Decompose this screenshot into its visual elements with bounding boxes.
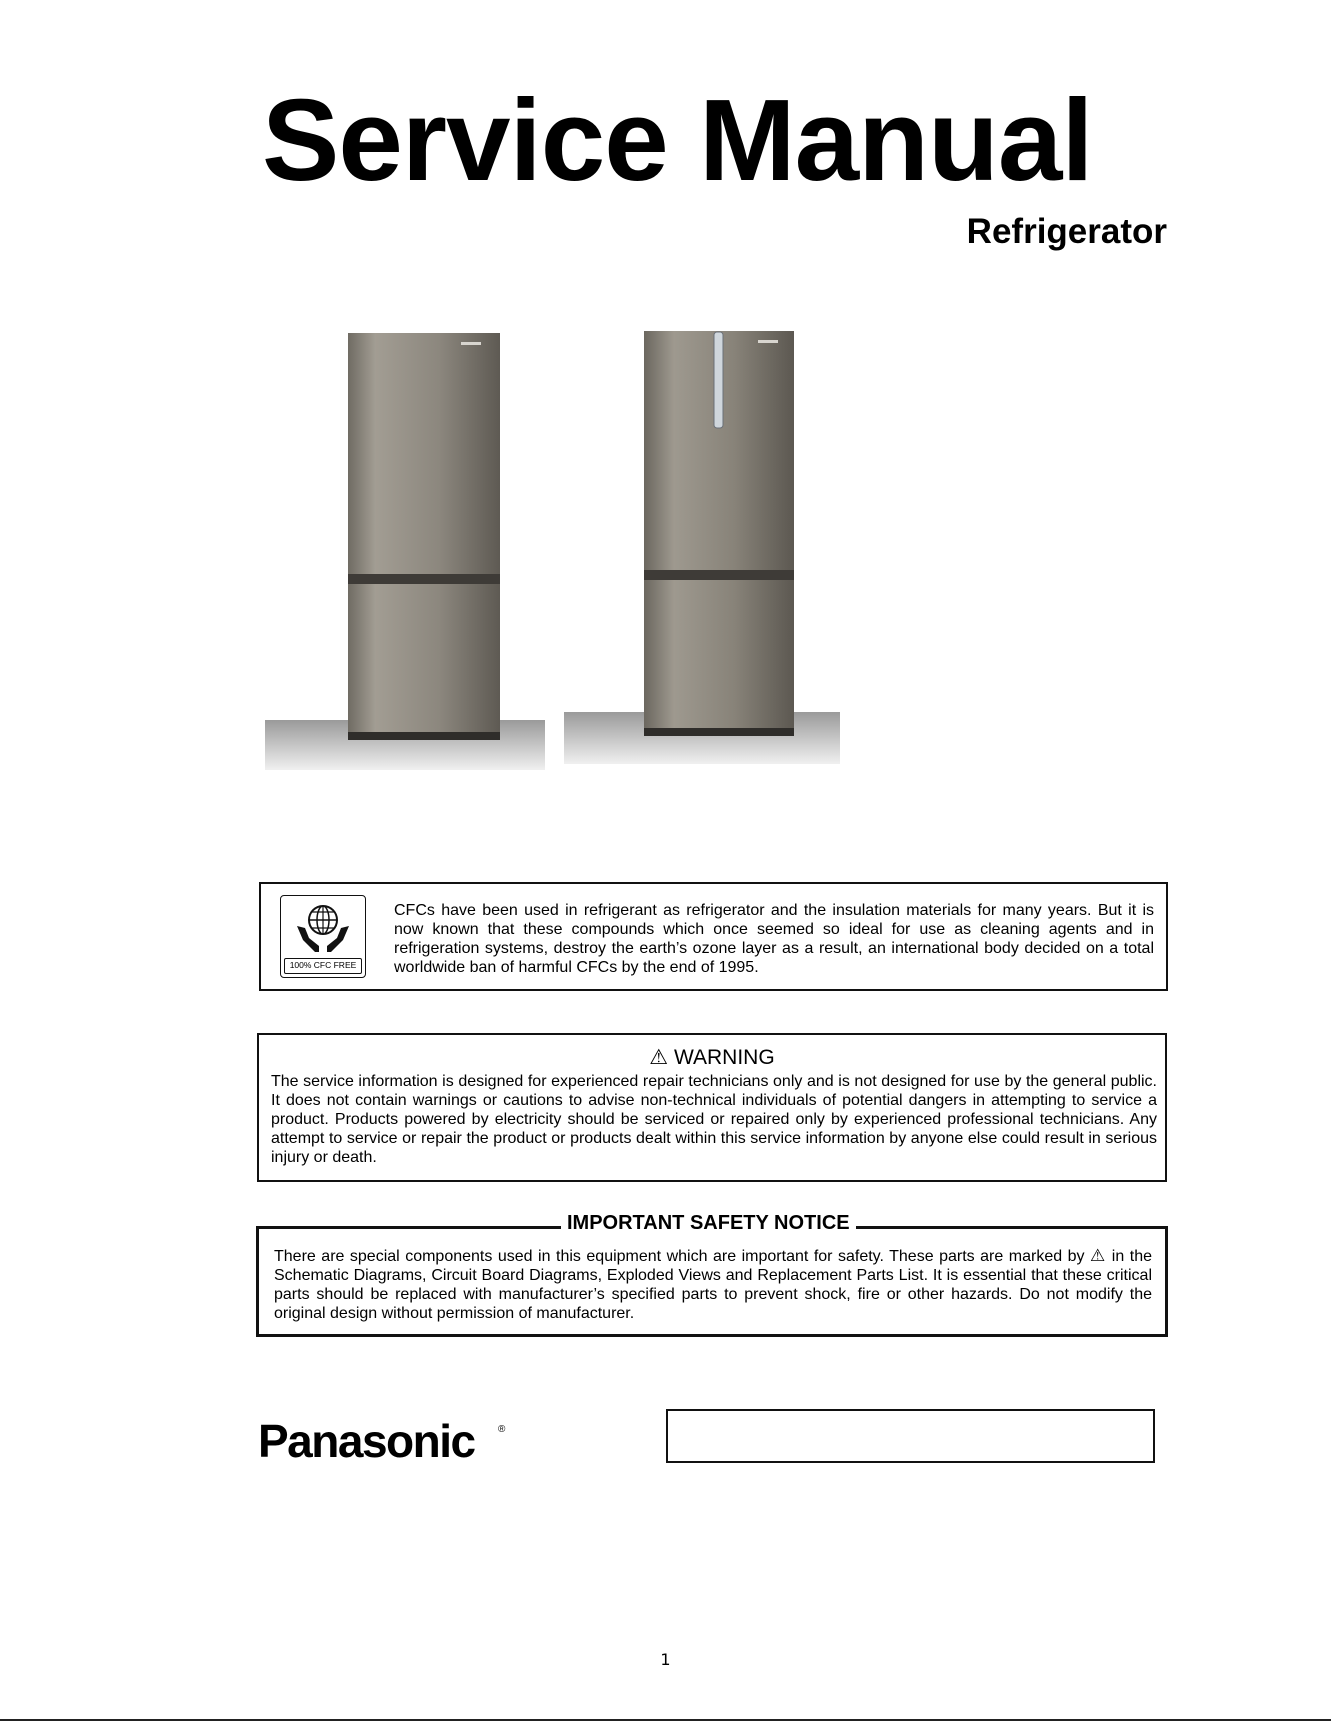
warning-triangle-icon: ⚠ (1090, 1246, 1107, 1265)
bottom-divider (0, 1719, 1331, 1721)
cfc-free-label: 100% CFC FREE (284, 958, 362, 974)
safety-text-part-2: in the Schematic Diagrams, Circuit Board Diagrams, Exploded Views and Replacement Parts List. It is essential that these critical parts should be replaced with manufacturer’s specified parts to prevent shock, fire or other hazards. Do not modify the original design without permission of manufacturer. (274, 1248, 1152, 1322)
warning-triangle-icon: ⚠ (649, 1046, 669, 1069)
panasonic-logo: Panasonic (258, 1415, 475, 1467)
refrigerator-image-1 (265, 330, 545, 770)
safety-notice-box (256, 1212, 1168, 1337)
model-number-box (666, 1409, 1155, 1463)
globe-hands-icon (291, 902, 355, 962)
warning-title: WARNING (673, 1046, 775, 1069)
safety-text-part-1: There are special components used in this equipment which are important for safety. These parts are marked by (274, 1248, 1091, 1265)
refrigerator-image-2 (564, 328, 840, 764)
registered-mark: ® (498, 1424, 506, 1435)
warning-text: The service information is designed for experienced repair technicians only and is not designed for use by the general public. It does not contain warnings or cautions to advise non-technical individuals of potential dangers in attempting to service a product. Products powered by electricity should be serviced or repaired only by experienced professional technicians. Any attempt to service or repair the product or products dealt within this service information by anyone else could result in serious injury or death. (271, 1073, 1157, 1166)
warning-box (257, 1033, 1167, 1182)
page-number: 1 (660, 1650, 671, 1669)
document-subtitle: Refrigerator (966, 212, 1167, 251)
cfc-free-logo (280, 895, 366, 978)
warning-heading (259, 1046, 1165, 1070)
cfc-notice-text: CFCs have been used in refrigerant as refrigerator and the insulation materials for many years. But it is now known that these compounds which once seemed so ideal for use as cleaning agents and in refrigeration systems, destroy the earth’s ozone layer as a result, an international body decided on a total worldwide ban of harmful CFCs by the end of 1995. (394, 902, 1154, 976)
safety-notice-title: IMPORTANT SAFETY NOTICE (561, 1211, 856, 1235)
document-title: Service Manual (262, 75, 1093, 205)
cfc-notice-box (259, 882, 1168, 991)
safety-notice-text (274, 1246, 1152, 1323)
